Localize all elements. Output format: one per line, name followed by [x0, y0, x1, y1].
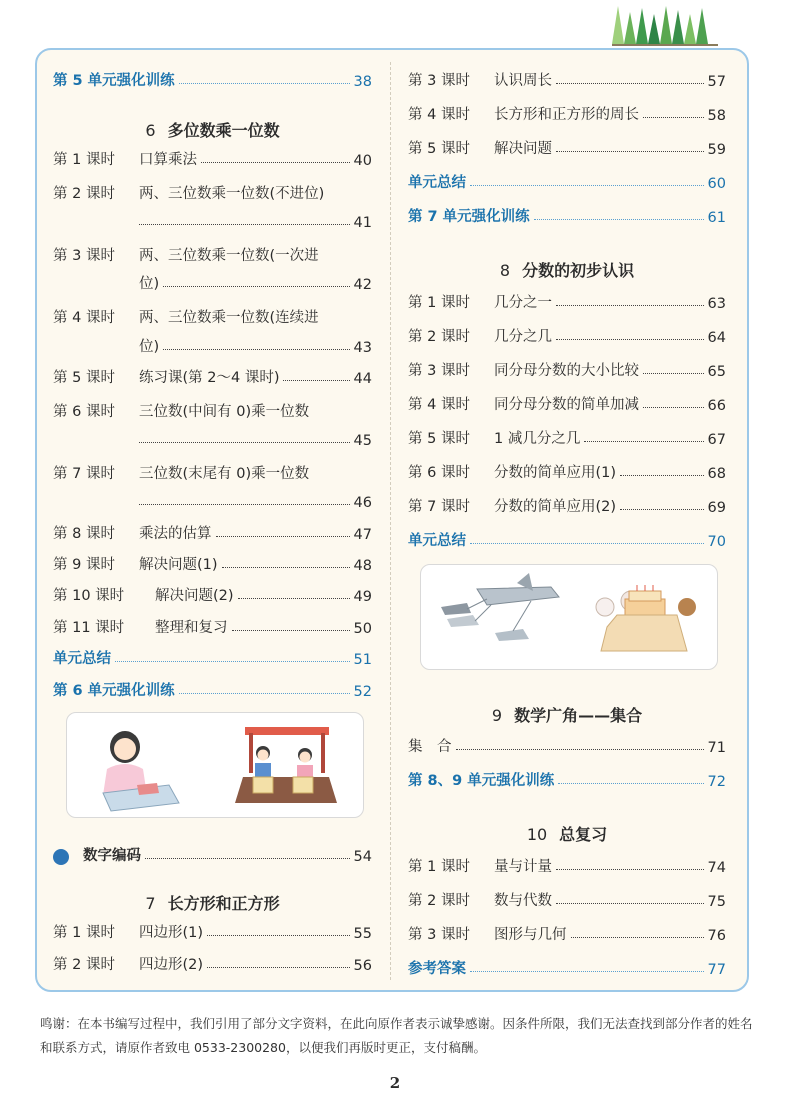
toc-row-line1[interactable]: 第 4 课时 两、三位数乘一位数(连续进 [53, 310, 319, 326]
toc-row[interactable]: 第 4 课时 同分母分数的简单加减 66 [408, 397, 726, 414]
toc-unit7-summary[interactable]: 单元总结 60 [408, 175, 726, 192]
illustration-ironing-and-desks [66, 712, 364, 818]
bird-icon [53, 849, 69, 865]
toc-row[interactable]: 第 8 课时 乘法的估算 47 [53, 526, 372, 543]
toc-digital-encoding[interactable]: 数字编码 54 [53, 845, 372, 865]
trees-decoration [612, 4, 718, 46]
toc-row[interactable]: 第 6 课时 分数的简单应用(1) 68 [408, 465, 726, 482]
toc-row[interactable]: 第 1 课时 口算乘法 40 [53, 152, 372, 169]
unit10-heading: 10 总复习 [526, 825, 608, 844]
toc-row[interactable]: 第 5 课时 练习课(第 2～4 课时) 44 [53, 370, 372, 387]
toc-row[interactable]: 第 2 课时 几分之几 64 [408, 329, 726, 346]
toc-unit7-training[interactable]: 第 7 单元强化训练 61 [408, 209, 726, 226]
toc-row[interactable]: 第 2 课时 数与代数 75 [408, 893, 726, 910]
toc-row[interactable]: 第 3 课时 图形与几何 76 [408, 927, 726, 944]
page-number: 2 [389, 1074, 401, 1092]
toc-row[interactable]: 第 1 课时 几分之一 63 [408, 295, 726, 312]
toc-row[interactable]: 第 4 课时 长方形和正方形的周长 58 [408, 107, 726, 124]
toc-row-continuation[interactable]: 45 [139, 429, 372, 449]
toc-unit89-training[interactable]: 第 8、9 单元强化训练 72 [408, 773, 726, 790]
toc-row[interactable]: 第 10 课时 解决问题(2) 49 [53, 588, 372, 605]
toc-row-continuation[interactable]: 位) 42 [139, 276, 372, 293]
toc-row-line1[interactable]: 第 7 课时 三位数(末尾有 0)乘一位数 [53, 466, 310, 482]
unit8-heading: 8 分数的初步认识 [499, 261, 635, 280]
toc-row[interactable]: 第 3 课时 认识周长 57 [408, 73, 726, 90]
toc-row-line1[interactable]: 第 6 课时 三位数(中间有 0)乘一位数 [53, 404, 310, 420]
toc-unit5-training[interactable]: 第 5 单元强化训练 38 [53, 73, 372, 90]
toc-answers[interactable]: 参考答案 77 [408, 961, 726, 978]
toc-row[interactable]: 集 合 71 [408, 739, 726, 756]
toc-row-line1[interactable]: 第 2 课时 两、三位数乘一位数(不进位) [53, 186, 325, 202]
column-divider [390, 62, 391, 980]
toc-row[interactable]: 第 9 课时 解决问题(1) 48 [53, 557, 372, 574]
toc-row-continuation[interactable]: 41 [139, 211, 372, 231]
toc-row[interactable]: 第 1 课时 量与计量 74 [408, 859, 726, 876]
toc-unit6-training[interactable]: 第 6 单元强化训练 52 [53, 683, 372, 700]
toc-row[interactable]: 第 1 课时 四边形(1) 55 [53, 925, 372, 942]
toc-row[interactable]: 第 5 课时 解决问题 59 [408, 141, 726, 158]
toc-row-continuation[interactable]: 46 [139, 491, 372, 511]
acknowledgement-note: 鸣谢：在本书编写过程中，我们引用了部分文字资料，在此向原作者表示诚挚感谢。因条件所限，我们无法查找到部分作者的姓名和联系方式，请原作者致电 0533-2300280，以便我们再版时更正，支付稿酬。 [40, 1016, 753, 1055]
toc-row-continuation[interactable]: 位) 43 [139, 339, 372, 356]
toc-row[interactable]: 第 5 课时 1 减几分之几 67 [408, 431, 726, 448]
unit9-heading: 9 数学广角——集合 [491, 706, 643, 725]
toc-row[interactable]: 第 7 课时 分数的简单应用(2) 69 [408, 499, 726, 516]
toc-unit8-summary[interactable]: 单元总结 70 [408, 533, 726, 550]
unit7-heading: 7 长方形和正方形 [145, 894, 280, 913]
unit6-heading: 6 多位数乘一位数 [145, 121, 280, 140]
toc-row[interactable]: 第 3 课时 同分母分数的大小比较 65 [408, 363, 726, 380]
toc-row[interactable]: 第 2 课时 四边形(2) 56 [53, 957, 372, 974]
illustration-planes-and-cake [420, 564, 718, 670]
toc-row[interactable]: 第 11 课时 整理和复习 50 [53, 620, 372, 637]
toc-row-line1[interactable]: 第 3 课时 两、三位数乘一位数(一次进 [53, 248, 319, 264]
toc-unit6-summary[interactable]: 单元总结 51 [53, 651, 372, 668]
